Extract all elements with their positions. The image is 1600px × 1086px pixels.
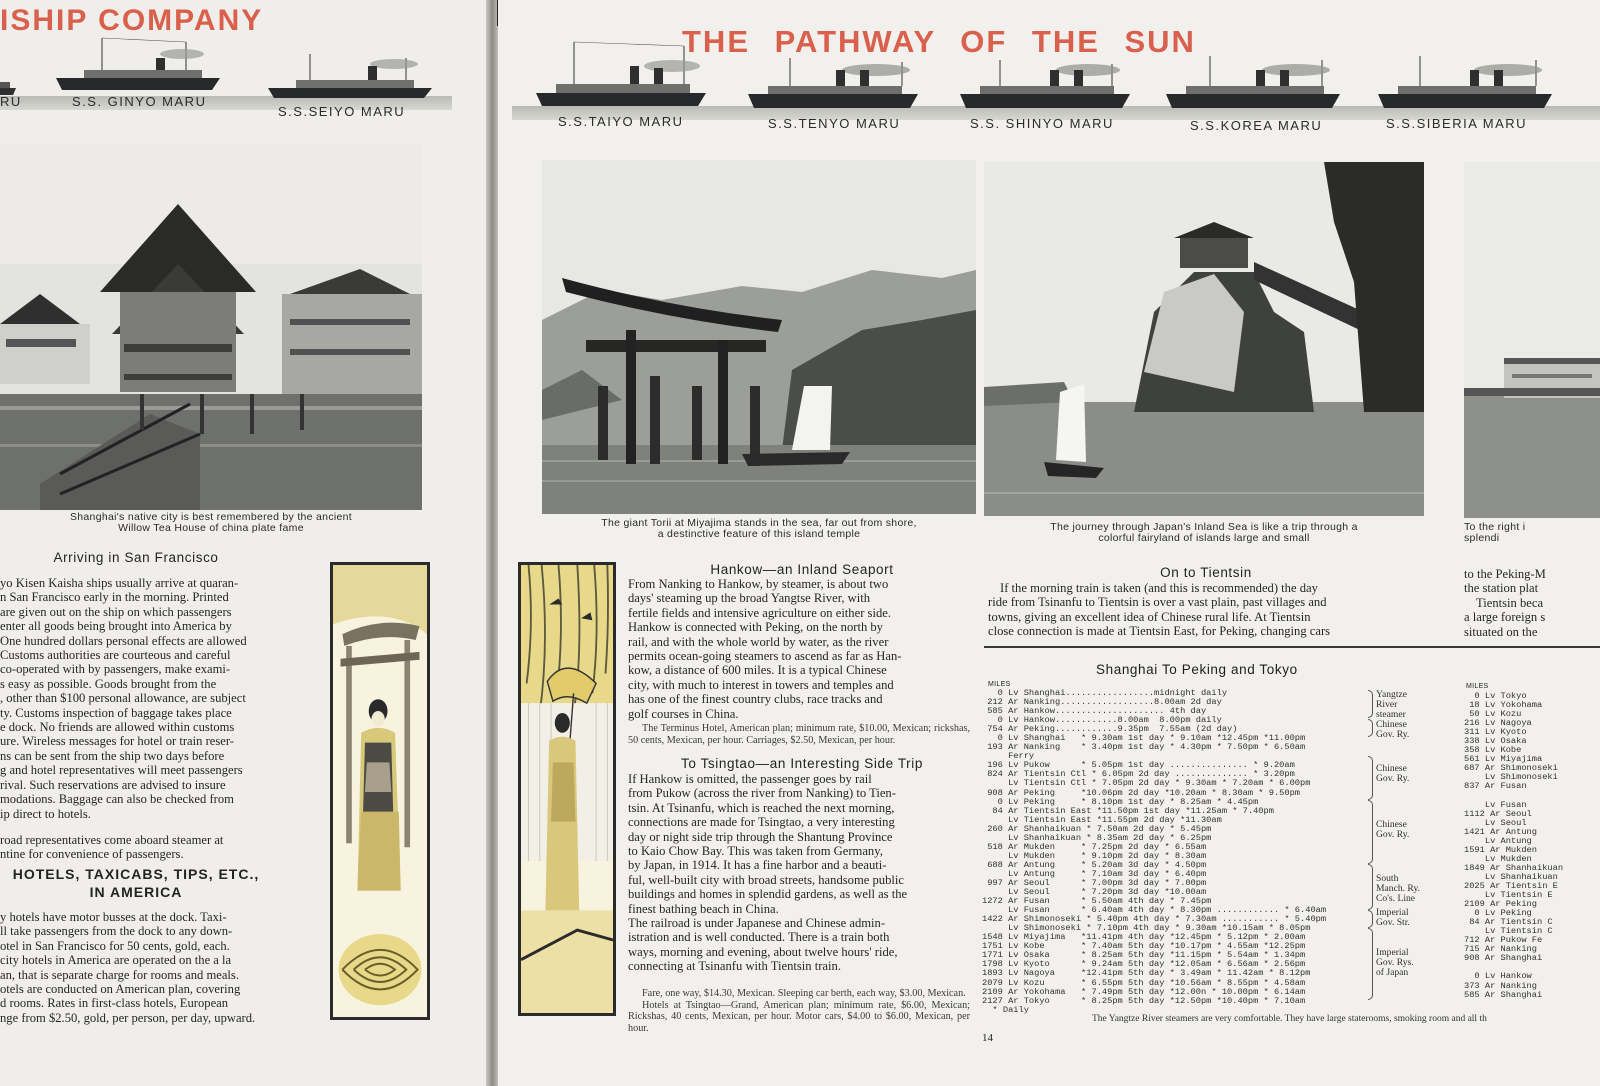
- hotels-body-text: [0, 910, 318, 1025]
- geisha-illustration: [330, 562, 430, 1020]
- timetable-brace: [1368, 864, 1373, 910]
- section-heading-tientsin: On to Tientsin: [1160, 565, 1252, 580]
- timetable-row: 216 Lv Nagoya: [1464, 719, 1532, 729]
- text-line: permits ocean-going steamers to ascend as far as Han-: [628, 649, 902, 664]
- timetable-brace: [1368, 690, 1373, 718]
- timetable-row: Ferry: [982, 752, 1035, 762]
- text-line: by Japan, in 1914. It has a fine harbor and a beauti-: [628, 858, 887, 873]
- page-number: 14: [982, 1032, 993, 1044]
- timetable-shanghai-tokyo: [982, 689, 1364, 1015]
- timetable-row: Lv Shimonoseki: [1464, 773, 1558, 783]
- text-line: yo Kisen Kaisha ships usually arrive at quaran-: [0, 576, 239, 590]
- text-line: city, with much to interest in towers and temples and: [628, 677, 894, 692]
- left-page: [0, 0, 488, 1086]
- text-line: close connection is made at Tientsin East, for Peking, changing cars: [988, 624, 1331, 639]
- photo-inland-sea: [984, 162, 1424, 516]
- timetable-row: 712 Ar Pukow Fe: [1464, 936, 1543, 946]
- text-line: Hankow is connected with Peking, on the north by: [628, 620, 883, 635]
- ship-name-label: S.S. SHINYO MARU: [970, 116, 1114, 131]
- carrier-note: Chinese Gov. Ry.: [1376, 763, 1410, 784]
- carrier-note: Chinese Gov. Ry.: [1376, 719, 1410, 740]
- text-line: to Kaio Chow Bay. This was taken from Germany,: [628, 844, 883, 859]
- text-line: ns can be sent from the ship two days before: [0, 748, 225, 763]
- timetable-row: 2109 Ar Yokohama * 7.49pm 5th day *12.00n * 10.00pm * 6.14am: [982, 987, 1306, 997]
- timetable-row: 715 Ar Nanking: [1464, 945, 1537, 955]
- section-heading-tsingtao: To Tsingtao—an Interesting Side Trip: [681, 756, 923, 771]
- hankow-body-text: [628, 577, 970, 721]
- timetable-row: Lv Seoul: [1464, 818, 1527, 828]
- text-line: ll take passengers from the dock to any down-: [0, 924, 233, 939]
- timetable-footnote: The Yangtze River steamers are very comfortable. They have large staterooms, smoking room and all th: [1092, 1014, 1487, 1024]
- timetable-row: 0 Lv Shanghai * 9.30am 1st day * 9.10am *12.45pm *11.00pm: [982, 734, 1306, 744]
- timetable-row: 1893 Lv Nagoya *12.41pm 5th day * 3.49am * 11.42am * 8.12pm: [982, 969, 1311, 979]
- timetable-row: Lv Tientsin East *11.55pm 2d day *11.30am: [982, 815, 1222, 825]
- timetable-row: 1849 Ar Shanhaikuan: [1464, 863, 1564, 873]
- timetable-row: 1422 Ar Shimonoseki * 5.40pm 4th day * 7.30am ........... * 5.40pm: [982, 915, 1327, 925]
- ship-name-label: S.S. GINYO MARU: [72, 94, 207, 109]
- tientsin-body-text: [988, 581, 1424, 639]
- tsingtao-fare-notes: [628, 988, 970, 1034]
- timetable-row: 1591 Ar Mukden: [1464, 845, 1537, 855]
- text-line: , other than $100 personal allowance, are subject: [0, 691, 246, 706]
- text-line: golf courses in China.: [628, 706, 739, 721]
- timetable-row: 1548 Lv Miyajima *11.41pm 4th day *12.45pm * 5.12pm * 2.00am: [982, 933, 1306, 943]
- timetable-row: 2079 Lv Kozu * 6.55pm 5th day *10.56am * 8.55pm * 4.58am: [982, 978, 1306, 988]
- timetable-row: 2025 Ar Tientsin E: [1464, 881, 1558, 891]
- text-line: the station plat: [1464, 581, 1539, 596]
- timetable-row: Lv Tientsin Ctl * 7.05pm 2d day * 9.30am * 7.20am * 6.00pm: [982, 779, 1311, 789]
- text-line: city hotels in America are operated on the a la: [0, 953, 232, 968]
- timetable-row: Lv Shimonoseki * 7.10pm 4th day * 9.30am *10.15am * 8.05pm: [982, 924, 1311, 934]
- timetable-row: Lv Fusan: [1464, 800, 1527, 810]
- timetable-row: 84 Ar Tientsin C: [1464, 918, 1553, 928]
- ship-name-label: S.S.TENYO MARU: [768, 116, 901, 131]
- arriving-body-text: [0, 576, 322, 862]
- text-line: e dock. No friends are allowed within customs: [0, 720, 235, 735]
- text-line: Tientsin beca: [1476, 595, 1544, 610]
- right-page: [498, 0, 1600, 1086]
- ship-name-label: S.S.SEIYO MARU: [278, 104, 406, 119]
- timetable-row: 373 Ar Nanking: [1464, 981, 1537, 991]
- text-line: connections are made for Tsingtao, a very interesting: [628, 815, 895, 830]
- text-line: an, that is separate charge for rooms and meals.: [0, 967, 239, 982]
- photo-willow-tea-house: [0, 144, 422, 510]
- photo-caption: The journey through Japan's Inland Sea is like a trip through a colorful fairyland of islands large and small: [1050, 521, 1358, 544]
- timetable-row: 0 Lv Hankow: [1464, 972, 1532, 982]
- timetable-row: 0 Lv Shanghai.................midnight daily: [982, 689, 1238, 698]
- text-line: to the Peking-M: [1464, 567, 1546, 581]
- fare-note: Fare, one way, $14.30, Mexican. Sleeping car berth, each way, $3.00, Mexican.: [642, 988, 966, 999]
- text-line: situated on the: [1464, 624, 1538, 639]
- timetable-row: 754 Ar Peking............9.35pm 7.55am (2d day): [982, 725, 1238, 735]
- edge-body-text: [1464, 567, 1600, 639]
- timetable-row: 0 Lv Peking: [1464, 909, 1532, 919]
- steamship-illustration: [746, 56, 922, 112]
- timetable-row: 0 Lv Hankow............8.00am 8.00pm daily: [982, 716, 1233, 726]
- text-line: road representatives come aboard steamer at: [0, 832, 224, 847]
- timetable-row: 837 Ar Fusan: [1464, 782, 1527, 792]
- text-line: has one of the finest country clubs, race tracks and: [628, 692, 883, 707]
- text-line: d rooms. Rates in first-class hotels, European: [0, 996, 229, 1011]
- ship-name-label: S.S.TAIYO MARU: [558, 114, 684, 129]
- timetable-title: Shanghai To Peking and Tokyo: [1096, 662, 1298, 677]
- timetable-row: 1751 Lv Kobe * 7.40am 5th day *10.17pm * 4.55am *12.25pm: [982, 942, 1306, 952]
- text-line: nge from $2.50, gold, per person, per day, upward.: [0, 1010, 256, 1025]
- timetable-row: 908 Ar Peking *10.06pm 2d day *10.20am * 8.30am * 9.50pm: [982, 788, 1301, 798]
- timetable-row: Lv Fusan * 6.40am 4th day * 8.30pm ............ * 6.40am: [982, 906, 1327, 916]
- timetable-tokyo-shanghai: [1464, 692, 1600, 1000]
- text-line: rival. Such reservations are advised to insure: [0, 777, 226, 792]
- carrier-note: Imperial Gov. Rys. of Japan: [1376, 947, 1414, 978]
- timetable-row: 687 Ar Shimonoseki: [1464, 764, 1558, 774]
- text-line: co-operated with by passengers, make exami-: [0, 662, 231, 677]
- text-line: s easy as possible. Goods brought from the: [0, 676, 217, 691]
- carrier-note: Imperial Gov. Str.: [1376, 907, 1410, 928]
- timetable-row: 50 Lv Kozu: [1464, 710, 1522, 720]
- text-line: ty. Customs inspection of baggage takes place: [0, 705, 232, 720]
- text-line: tsin. At Tsinanfu, which is reached the next morning,: [628, 800, 895, 815]
- timetable-row: 311 Lv Kyoto: [1464, 728, 1527, 738]
- timetable-row: 84 Ar Tientsin East *11.50pm 1st day *11.25am * 7.40pm: [982, 806, 1274, 816]
- timetable-row: 18 Lv Yokohama: [1464, 701, 1543, 711]
- steamship-illustration: [958, 58, 1134, 112]
- miles-label: MILES: [1466, 683, 1489, 690]
- text-line: [0, 821, 322, 833]
- timetable-brace: [1368, 928, 1373, 1000]
- timetable-row: 1272 Ar Fusan * 5.50am 4th day * 7.45pm: [982, 897, 1212, 907]
- carrier-note: Chinese Gov. Ry.: [1376, 819, 1410, 840]
- timetable-row: Lv Shanhaikuan * 8.35am 2d day * 6.25pm: [982, 833, 1212, 843]
- text-line: a large foreign s: [1464, 610, 1546, 625]
- photo-miyajima-torii: [542, 160, 976, 514]
- timetable-row: 212 Ar Nanking..................8.00am 2d day: [982, 698, 1238, 708]
- section-heading-hotels-sub: IN AMERICA: [89, 884, 183, 900]
- section-heading-hotels: HOTELS, TAXICABS, TIPS, ETC.,: [12, 866, 260, 882]
- timetable-carrier-notes: [1376, 0, 1446, 1086]
- text-line: n San Francisco early in the morning. Printed: [0, 590, 229, 605]
- text-line: from Pukow (across the river from Nanking) to Tien-: [628, 786, 896, 801]
- ship-name-label: S.S.SIBERIA MARU: [1386, 116, 1528, 131]
- text-line: ip direct to hotels.: [0, 806, 91, 821]
- text-line: fertile fields and intensive agriculture on either side.: [628, 605, 891, 620]
- timetable-brace: [1368, 756, 1373, 800]
- section-heading-hankow: Hankow—an Inland Seaport: [710, 562, 894, 577]
- timetable-row: Lv Mukden * 9.10pm 2d day * 8.30am: [982, 851, 1207, 861]
- photo-caption: The giant Torii at Miyajima stands in the sea, far out from shore, a destinctive feature of this island temple: [601, 517, 917, 540]
- text-line: If the morning train is taken (and this is recommended) the day: [1000, 581, 1318, 595]
- hankow-hotel-note: The Terminus Hotel, American plan; minimum rate, $10.00, Mexican; rickshas, 50 cents, Mexican, per hour. Carriages, $2.50, Mexican, per hour.: [628, 723, 970, 746]
- timetable-row: Lv Tientsin E: [1464, 891, 1553, 901]
- steamship-illustration: [0, 62, 18, 98]
- timetable-row: 688 Ar Antung * 5.20am 3d day * 4.50pm: [982, 860, 1207, 870]
- timetable-brace: [1368, 719, 1373, 737]
- miles-label: MILES: [988, 681, 1011, 688]
- timetable-row: 518 Ar Mukden * 7.25pm 2d day * 6.55am: [982, 842, 1207, 852]
- timetable-row: 908 Ar Shanghai: [1464, 954, 1543, 964]
- timetable-row: 338 Lv Osaka: [1464, 737, 1527, 747]
- timetable-brace: [1368, 910, 1373, 928]
- text-line: kow, a distance of 600 miles. It is a typical Chinese: [628, 663, 887, 678]
- text-line: otel in San Francisco for 50 cents, gold, each.: [0, 938, 230, 953]
- timetable-row: 2109 Ar Peking: [1464, 900, 1537, 910]
- photo-caption: To the right i splendi: [1464, 521, 1526, 544]
- text-line: day or night side trip through the Shantung Province: [628, 829, 893, 844]
- pathway-title: THE PATHWAY OF THE SUN: [682, 24, 1196, 59]
- text-line: are given out on the ship on which passengers: [0, 604, 232, 619]
- timetable-row: 193 Ar Nanking * 3.40pm 1st day * 4.30pm * 7.50pm * 6.50am: [982, 743, 1306, 753]
- photo-caption: Shanghai's native city is best remembered by the ancient Willow Tea House of china plate fame: [69, 511, 353, 534]
- timetable-row: 1421 Ar Antung: [1464, 827, 1537, 837]
- steamship-illustration: [534, 40, 710, 110]
- photo-cropped-harbor: [1464, 162, 1600, 518]
- text-line: rail, and with the whole world by water, as the river: [628, 634, 889, 649]
- carrier-note: Yangtze River steamer: [1376, 689, 1408, 720]
- timetable-row: Lv Mukden: [1464, 854, 1532, 864]
- timetable-row: 824 Ar Tientsin Ctl * 6.05pm 2d day .............. * 3.20pm: [982, 770, 1295, 780]
- timetable-row: 585 Ar Shanghai: [1464, 990, 1543, 1000]
- text-line: The railroad is under Japanese and Chinese admin-: [628, 916, 886, 931]
- timetable-row: Lv Tientsin C: [1464, 927, 1553, 937]
- text-line: g and hotel representatives will meet passengers: [0, 763, 243, 778]
- ship-name-label: RU: [0, 94, 22, 109]
- timetable-row: 196 Lv Pukow * 5.05pm 1st day ............... * 9.20am: [982, 761, 1295, 771]
- timetable-row: 997 Ar Seoul * 7.00pm 3d day * 7.00pm: [982, 878, 1207, 888]
- text-line: modations. Baggage can also be checked from: [0, 792, 234, 807]
- section-divider: [984, 646, 1600, 648]
- company-title: ISHIP COMPANY: [0, 4, 264, 37]
- timetable-row: Lv Antung * 7.10am 3d day * 6.40pm: [982, 869, 1207, 879]
- section-heading-arriving: Arriving in San Francisco: [53, 550, 219, 565]
- text-line: One hundred dollars personal effects are allowed: [0, 633, 247, 648]
- text-line: ride from Tsinanfu to Tientsin is over a vast plain, past villages and: [988, 595, 1327, 610]
- timetable-row: 0 Lv Tokyo: [1464, 692, 1527, 701]
- text-line: Customs authorities are courteous and careful: [0, 648, 231, 663]
- timetable-row: [1464, 963, 1600, 972]
- text-line: buildings and homes in splendid gardens, as well as the: [628, 887, 908, 902]
- timetable-row: Lv Seoul * 7.20pm 3d day *10.00am: [982, 888, 1207, 898]
- text-line: ure. Wireless messages for hotel or train reser-: [0, 734, 235, 749]
- text-line: connecting at Tsinanfu with Tientsin train.: [628, 959, 841, 974]
- steamship-illustration: [54, 34, 224, 94]
- timetable-row: [1464, 792, 1600, 801]
- text-line: From Nanking to Hankow, by steamer, is about two: [628, 577, 889, 591]
- ship-name-label: S.S.KOREA MARU: [1190, 118, 1323, 133]
- timetable-row: 1798 Lv Kyoto * 9.24am 5th day *12.05am * 6.56am * 2.56pm: [982, 960, 1306, 970]
- text-line: ful, well-built city with broad streets, handsome public: [628, 872, 904, 887]
- text-line: otels are conducted on American plan, covering: [0, 982, 241, 997]
- steamship-illustration: [266, 52, 436, 102]
- timetable-row: 0 Lv Peking * 8.10pm 1st day * 8.25am * 4.45pm: [982, 797, 1259, 807]
- tsingtao-body-text: [628, 772, 970, 974]
- timetable-row: 358 Lv Kobe: [1464, 746, 1522, 756]
- timetable-row: 561 Lv Miyajima: [1464, 755, 1543, 765]
- steamship-illustration: [1164, 54, 1344, 112]
- text-line: ways, morning and evening, about twelve hours' ride,: [628, 944, 898, 959]
- text-line: enter all goods being brought into America by: [0, 619, 232, 634]
- text-line: If Hankow is omitted, the passenger goes by rail: [628, 772, 872, 786]
- hotel-note: Hotels at Tsingtao—Grand, American plan; minimum rate, $6.00, Mexican; Rickshas, 40 cents, Mexican, per hour. Motor cars, $4.00 to $6.00, Mexican, per hour.: [628, 999, 970, 1034]
- text-line: ntine for convenience of passengers.: [0, 847, 184, 862]
- timetable-row: Lv Shanhaikuan: [1464, 872, 1558, 882]
- text-line: towns, giving an excellent idea of Chinese rural life. At Tientsin: [988, 609, 1311, 624]
- timetable-row: 1112 Ar Seoul: [1464, 809, 1532, 819]
- carrier-note: South Manch. Ry. Co's. Line: [1376, 873, 1421, 904]
- timetable-row: * Daily: [982, 1005, 1029, 1015]
- timetable-brace: [1368, 800, 1373, 864]
- text-line: istration and is well conducted. There is a train both: [628, 930, 890, 945]
- timetable-row: Lv Antung: [1464, 836, 1532, 846]
- timetable-row: 1771 Lv Osaka * 8.25am 5th day *11.15pm * 5.54am * 1.34pm: [982, 951, 1306, 961]
- text-line: finest bathing beach in China.: [628, 901, 779, 916]
- text-line: y hotels have motor busses at the dock. Taxi-: [0, 910, 227, 924]
- timetable-row: 260 Ar Shanhaikuan * 7.50am 2d day * 5.45pm: [982, 824, 1212, 834]
- geisha-umbrella-illustration: [518, 562, 616, 1016]
- timetable-row: 2127 Ar Tokyo * 8.25pm 5th day *12.50pm *10.40pm * 7.10am: [982, 996, 1306, 1006]
- text-line: days' steaming up the broad Yangtse River, with: [628, 591, 871, 606]
- timetable-row: 585 Ar Hankow..................... 4th day: [982, 707, 1233, 717]
